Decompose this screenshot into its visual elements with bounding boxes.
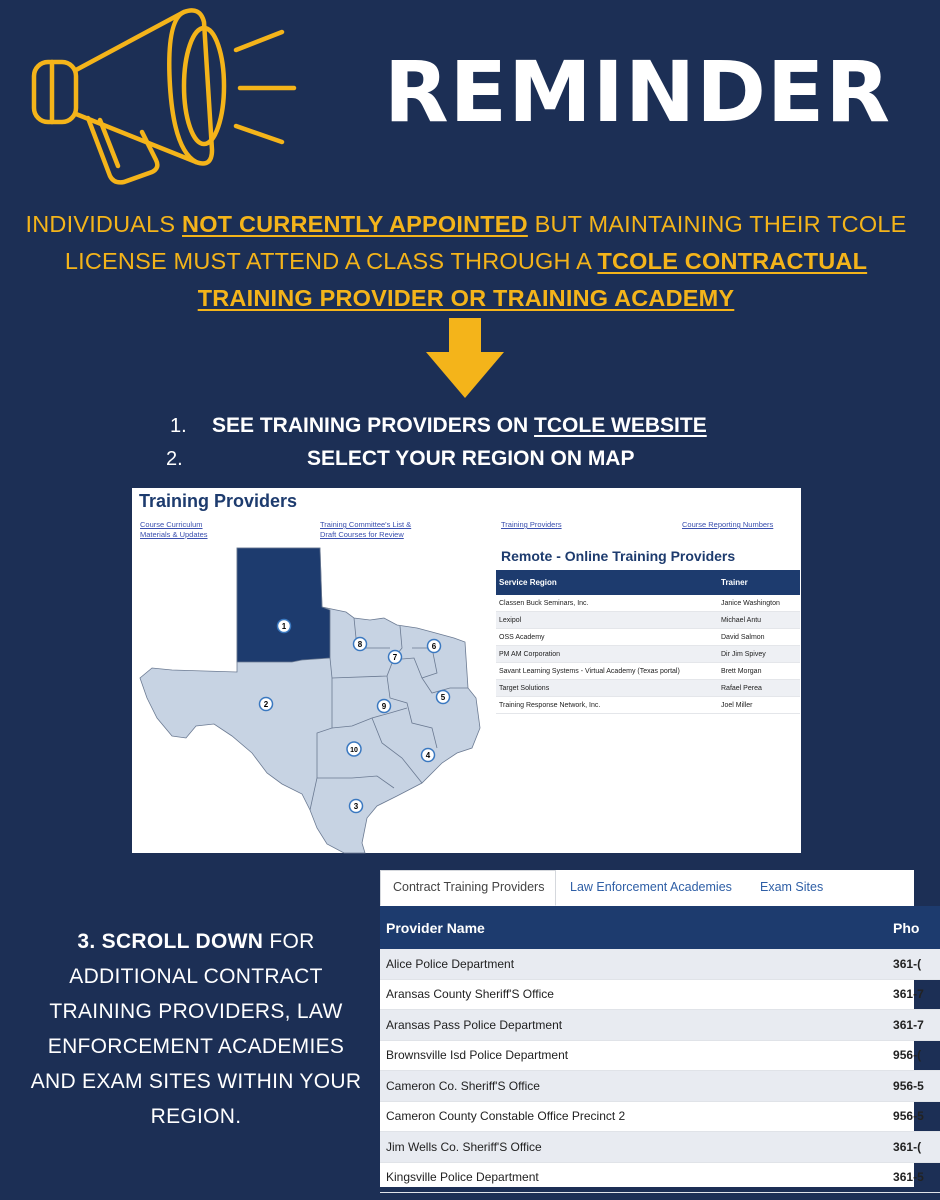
map-marker-9[interactable]	[378, 700, 391, 713]
table-row[interactable]	[380, 1132, 940, 1163]
tab-contract-training-providers[interactable]: Contract Training Providers	[393, 880, 545, 894]
contract-providers-table	[380, 906, 940, 1193]
table-row[interactable]	[496, 697, 800, 714]
step3-text	[30, 924, 362, 1134]
map-marker-6[interactable]	[428, 640, 441, 653]
table-row[interactable]	[380, 949, 940, 979]
map-marker-5[interactable]	[437, 691, 450, 704]
cell-phone: 361-7	[887, 979, 940, 1010]
page-title: REMINDER	[384, 43, 891, 141]
notice-text	[10, 206, 922, 317]
cell-phone: 956-5	[887, 1101, 940, 1132]
step3-bold: 3. SCROLL DOWN	[77, 930, 264, 953]
svg-text:7: 7	[392, 653, 398, 662]
notice-emph1: NOT CURRENTLY APPOINTED	[182, 211, 528, 237]
step2-number: 2.	[166, 448, 183, 470]
remote-providers-table	[496, 570, 800, 714]
link-line: Course Curriculum	[140, 520, 203, 529]
step2-text: SELECT YOUR REGION ON MAP	[307, 447, 635, 470]
svg-text:3: 3	[353, 802, 359, 811]
map-marker-3[interactable]	[350, 800, 363, 813]
link-training-committee[interactable]	[320, 520, 411, 540]
svg-text:9: 9	[381, 702, 387, 711]
column-phone: Pho	[887, 906, 940, 949]
cell-provider-name: Brownsville Isd Police Department	[380, 1040, 887, 1071]
notice-emph2: TCOLE CONTRACTUAL TRAINING PROVIDER OR TRAINING ACADEMY	[197, 248, 868, 311]
cell-phone: 361-(	[887, 1132, 940, 1163]
cell-phone: 956-5	[887, 1071, 940, 1102]
column-trainer: Trainer	[718, 570, 800, 595]
tcole-website-link[interactable]: TCOLE WEBSITE	[534, 414, 707, 437]
arrow-down-icon	[424, 318, 506, 400]
step1	[212, 415, 707, 436]
cell-provider-name: Jim Wells Co. Sheriff'S Office	[380, 1132, 887, 1163]
tab-law-enforcement-academies[interactable]: Law Enforcement Academies	[570, 880, 732, 894]
cell-region: Classen Buck Seminars, Inc.	[496, 595, 718, 612]
cell-trainer: Brett Morgan	[718, 663, 800, 680]
map-region-1[interactable]	[237, 548, 330, 662]
column-provider-name: Provider Name	[380, 906, 887, 949]
cell-region: Target Solutions	[496, 680, 718, 697]
training-providers-title: Training Providers	[139, 491, 298, 511]
cell-provider-name: Alice Police Department	[380, 949, 887, 979]
link-line: Course Reporting Numbers	[682, 520, 774, 529]
link-line: Training Committee's List &	[320, 520, 412, 529]
table-row[interactable]	[496, 646, 800, 663]
map-marker-10[interactable]	[347, 742, 361, 756]
notice-part1: INDIVIDUALS	[25, 211, 183, 237]
table-row[interactable]	[496, 680, 800, 697]
cell-region: Training Response Network, Inc.	[496, 697, 718, 714]
cell-region: Lexipol	[496, 612, 718, 629]
table-row[interactable]	[496, 612, 800, 629]
cell-provider-name: Kingsville Police Department	[380, 1162, 887, 1193]
remote-providers-title: Remote - Online Training Providers	[501, 548, 736, 564]
svg-text:6: 6	[431, 642, 437, 651]
texas-region-map[interactable]	[132, 548, 492, 853]
svg-text:8: 8	[357, 640, 363, 649]
table-row[interactable]	[380, 1010, 940, 1041]
step1-text: SEE TRAINING PROVIDERS ON	[212, 414, 535, 437]
svg-text:5: 5	[440, 693, 446, 702]
training-providers-screenshot	[132, 488, 801, 853]
step1-number: 1.	[170, 415, 187, 437]
table-row[interactable]	[380, 1162, 940, 1193]
link-course-curriculum[interactable]	[140, 520, 208, 540]
cell-region: PM AM Corporation	[496, 646, 718, 663]
cell-trainer: Michael Antu	[718, 612, 800, 629]
map-marker-4[interactable]	[422, 749, 435, 762]
cell-provider-name: Cameron County Constable Office Precinct 2	[380, 1101, 887, 1132]
table-row[interactable]	[380, 1040, 940, 1071]
cell-trainer: Rafael Perea	[718, 680, 800, 697]
svg-text:10: 10	[350, 747, 358, 754]
cell-provider-name: Aransas Pass Police Department	[380, 1010, 887, 1041]
cell-trainer: Dir Jim Spivey	[718, 646, 800, 663]
table-row[interactable]	[496, 663, 800, 680]
table-row[interactable]	[380, 979, 940, 1010]
cell-trainer: David Salmon	[718, 629, 800, 646]
cell-provider-name: Cameron Co. Sheriff'S Office	[380, 1071, 887, 1102]
link-line: Training Providers	[501, 520, 562, 529]
cell-phone: 956-(	[887, 1040, 940, 1071]
cell-phone: 361-5	[887, 1162, 940, 1193]
table-row[interactable]	[496, 595, 800, 612]
svg-text:1: 1	[281, 622, 287, 631]
cell-phone: 361-7	[887, 1010, 940, 1041]
cell-region: Savant Learning Systems - Virtual Academy (Texas portal)	[496, 663, 718, 680]
table-row[interactable]	[380, 1101, 940, 1132]
cell-phone: 361-(	[887, 949, 940, 979]
link-line: Draft Courses for Review	[320, 530, 404, 539]
svg-text:2: 2	[263, 700, 269, 709]
step3-rest: FOR ADDITIONAL CONTRACT TRAINING PROVIDERS, LAW ENFORCEMENT ACADEMIES AND EXAM SITES WITHIN YOUR REGION.	[30, 930, 362, 1128]
link-line: Materials & Updates	[140, 530, 208, 539]
tab-bar	[380, 870, 914, 907]
cell-trainer: Janice Washington	[718, 595, 800, 612]
contract-providers-screenshot	[380, 870, 924, 1187]
map-marker-7[interactable]	[389, 651, 402, 664]
cell-trainer: Joel Miller	[718, 697, 800, 714]
map-marker-1[interactable]	[278, 620, 291, 633]
column-service-region: Service Region	[496, 570, 718, 595]
cell-region: OSS Academy	[496, 629, 718, 646]
link-course-reporting[interactable]	[682, 520, 773, 530]
table-row[interactable]	[496, 629, 800, 646]
svg-text:4: 4	[425, 751, 431, 760]
notice-part2: BUT MAINTAINING THEIR TCOLE LICENSE MUST ATTEND A CLASS THROUGH A	[64, 211, 907, 274]
cell-provider-name: Aransas County Sheriff'S Office	[380, 979, 887, 1010]
tab-exam-sites[interactable]: Exam Sites	[760, 880, 824, 894]
link-training-providers[interactable]	[501, 520, 562, 530]
megaphone-icon	[14, 0, 304, 190]
table-row[interactable]	[380, 1071, 940, 1102]
map-marker-8[interactable]	[354, 638, 367, 651]
map-marker-2[interactable]	[260, 698, 273, 711]
